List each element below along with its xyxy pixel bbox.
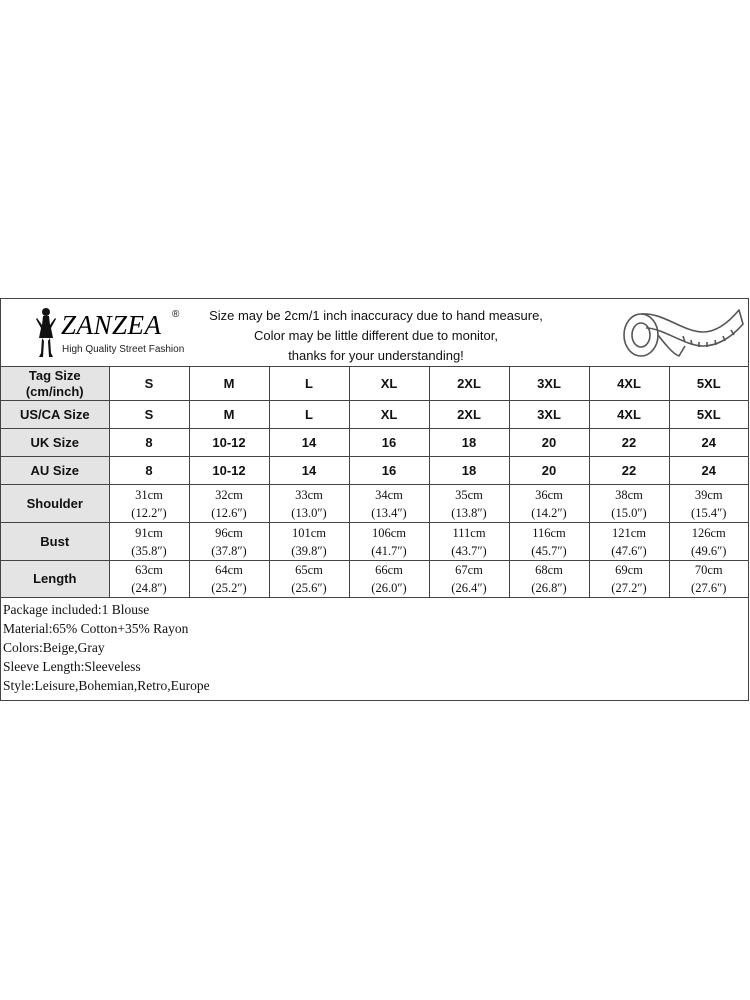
cell-inch-value: (43.7″)	[451, 543, 487, 558]
cell-cm-value: 39cm	[694, 487, 723, 502]
table-cell	[669, 485, 748, 523]
table-cell	[589, 523, 669, 561]
cell-inch-value: (12.6″)	[211, 505, 247, 520]
cell-inch-value: (24.8″)	[131, 581, 167, 595]
cell-inch-value: (39.8″)	[291, 543, 327, 558]
table-cell: 14	[269, 429, 349, 457]
table-cell: 5XL	[669, 401, 748, 429]
cell-inch-value: (26.4″)	[451, 581, 487, 595]
table-row	[1, 367, 748, 401]
cell-cm-value: 96cm	[215, 525, 243, 540]
cell-cm-value: 70cm	[694, 563, 723, 577]
table-cell: M	[189, 401, 269, 429]
table-cell	[269, 523, 349, 561]
table-cell	[189, 485, 269, 523]
cell-cm-value: 64cm	[215, 563, 243, 577]
cell-inch-value: (15.0″)	[611, 505, 647, 520]
cell-inch-value: (45.7″)	[531, 543, 567, 558]
table-cell: S	[109, 367, 189, 401]
cell-inch-value: (26.8″)	[531, 581, 567, 595]
detail-line: Package included:1 Blouse	[3, 602, 150, 617]
cell-cm-value: 31cm	[135, 487, 163, 502]
cell-cm-value: 106cm	[371, 525, 407, 540]
table-cell: 2XL	[429, 367, 509, 401]
notice-line-3: thanks for your understanding!	[288, 348, 464, 363]
table-cell	[189, 561, 269, 598]
cell-inch-value: (14.2″)	[531, 505, 567, 520]
cell-cm-value: 38cm	[615, 487, 643, 502]
cell-cm-value: 35cm	[455, 487, 483, 502]
cell-inch-value: (13.8″)	[451, 505, 487, 520]
table-cell	[349, 561, 429, 598]
cell-inch-value: (49.6″)	[691, 543, 727, 558]
table-cell: XL	[349, 401, 429, 429]
brand-name: ZANZEA	[61, 310, 162, 340]
table-cell: 16	[349, 457, 429, 485]
notice-line-2: Color may be little different due to monitor,	[254, 328, 498, 343]
cell-inch-value: (27.2″)	[611, 581, 647, 595]
table-row	[1, 561, 748, 598]
table-row	[1, 523, 748, 561]
cell-cm-value: 121cm	[611, 525, 647, 540]
cell-inch-value: (27.6″)	[691, 581, 727, 595]
cell-inch-value: (13.4″)	[371, 505, 407, 520]
cell-cm-value: 66cm	[375, 563, 403, 577]
cell-cm-value: 63cm	[135, 563, 163, 577]
table-cell	[189, 523, 269, 561]
cell-inch-value: (15.4″)	[691, 505, 727, 520]
table-cell: 14	[269, 457, 349, 485]
row-header: US/CA Size	[1, 401, 109, 429]
cell-cm-value: 116cm	[532, 525, 566, 540]
cell-cm-value: 33cm	[295, 487, 323, 502]
cell-inch-value: (25.6″)	[291, 581, 327, 595]
size-chart	[0, 298, 749, 701]
table-cell: 3XL	[509, 401, 589, 429]
table-cell: 22	[589, 429, 669, 457]
table-row	[1, 429, 748, 457]
cell-cm-value: 36cm	[535, 487, 563, 502]
row-header: AU Size	[1, 457, 109, 485]
cell-inch-value: (26.0″)	[371, 581, 407, 595]
table-cell: 5XL	[669, 367, 748, 401]
table-cell: 18	[429, 429, 509, 457]
table-cell: 24	[669, 457, 748, 485]
registered-mark-icon: ®	[172, 309, 180, 320]
table-cell	[669, 561, 748, 598]
table-cell: XL	[349, 367, 429, 401]
table-cell	[589, 561, 669, 598]
table-cell	[349, 523, 429, 561]
brand-logo	[31, 305, 191, 361]
cell-cm-value: 69cm	[615, 563, 643, 577]
table-cell	[429, 523, 509, 561]
product-details	[3, 600, 210, 695]
table-cell: 2XL	[429, 401, 509, 429]
table-cell	[109, 485, 189, 523]
cell-inch-value: (41.7″)	[371, 543, 407, 558]
table-cell	[589, 485, 669, 523]
table-cell: 8	[109, 429, 189, 457]
table-row	[1, 457, 748, 485]
table-cell	[349, 485, 429, 523]
row-header: Tag Size (cm/inch)	[1, 367, 109, 401]
fashion-model-silhouette-icon	[31, 305, 61, 361]
cell-inch-value: (47.6″)	[611, 543, 647, 558]
table-cell: 18	[429, 457, 509, 485]
table-cell: 4XL	[589, 401, 669, 429]
chart-header	[1, 299, 748, 367]
table-cell	[429, 485, 509, 523]
cell-cm-value: 65cm	[295, 563, 323, 577]
row-header: Shoulder	[1, 485, 109, 523]
table-row	[1, 485, 748, 523]
table-cell	[509, 485, 589, 523]
table-row	[1, 401, 748, 429]
table-cell: 22	[589, 457, 669, 485]
cell-cm-value: 34cm	[375, 487, 403, 502]
cell-inch-value: (35.8″)	[131, 543, 167, 558]
detail-line: Colors:Beige,Gray	[3, 640, 105, 655]
cell-cm-value: 126cm	[691, 525, 726, 540]
cell-cm-value: 91cm	[135, 525, 163, 540]
row-header: Length	[1, 561, 109, 598]
row-header: Bust	[1, 523, 109, 561]
cell-cm-value: 32cm	[215, 487, 243, 502]
cell-cm-value: 111cm	[452, 525, 486, 540]
measuring-tape-icon	[613, 302, 745, 364]
table-cell: L	[269, 401, 349, 429]
table-cell	[109, 523, 189, 561]
measurement-notice	[181, 306, 571, 366]
cell-cm-value: 67cm	[455, 563, 483, 577]
cell-cm-value: 101cm	[291, 525, 327, 540]
table-cell: 16	[349, 429, 429, 457]
detail-line: Style:Leisure,Bohemian,Retro,Europe	[3, 678, 210, 693]
table-cell	[269, 485, 349, 523]
table-cell	[429, 561, 509, 598]
cell-cm-value: 68cm	[535, 563, 563, 577]
row-header: UK Size	[1, 429, 109, 457]
cell-inch-value: (25.2″)	[211, 581, 247, 595]
table-cell: 10-12	[189, 457, 269, 485]
table-cell: 20	[509, 429, 589, 457]
table-cell	[669, 523, 748, 561]
notice-line-1: Size may be 2cm/1 inch inaccuracy due to hand measure,	[209, 308, 543, 323]
brand-tagline: High Quality Street Fashion	[62, 344, 185, 355]
detail-line: Material:65% Cotton+35% Rayon	[3, 621, 189, 636]
table-cell: 4XL	[589, 367, 669, 401]
cell-inch-value: (37.8″)	[211, 543, 247, 558]
cell-inch-value: (12.2″)	[131, 505, 167, 520]
table-cell	[269, 561, 349, 598]
size-table	[1, 366, 748, 598]
table-cell	[509, 561, 589, 598]
table-cell: 24	[669, 429, 748, 457]
detail-line: Sleeve Length:Sleeveless	[3, 659, 141, 674]
table-cell: 8	[109, 457, 189, 485]
table-cell: 10-12	[189, 429, 269, 457]
table-cell	[509, 523, 589, 561]
table-cell: M	[189, 367, 269, 401]
table-cell	[109, 561, 189, 598]
cell-inch-value: (13.0″)	[291, 505, 327, 520]
table-cell: L	[269, 367, 349, 401]
table-cell: 20	[509, 457, 589, 485]
table-cell: 3XL	[509, 367, 589, 401]
table-cell: S	[109, 401, 189, 429]
